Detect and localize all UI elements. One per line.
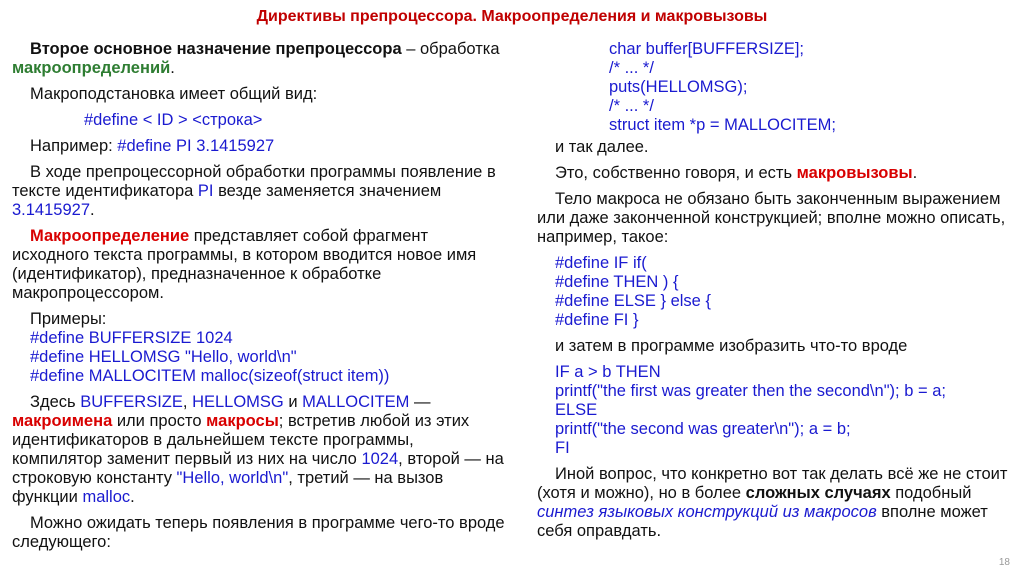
paragraph-and-so-on: и так далее. [555,138,649,156]
text: Иной вопрос, что конкретно вот так делать всё же не стоит (хотя и можно), но в более [537,465,1008,502]
paragraph-replacement [12,163,507,220]
code-line: #define FI } [555,311,639,329]
text: вполне может себя оправдать. [537,503,988,540]
example-label: Например: [30,137,118,155]
text: . [130,488,135,506]
paragraph-examples [12,310,507,386]
code-line: #define MALLOCITEM malloc(sizeof(struct item)) [30,367,390,385]
code-line: #define BUFFERSIZE 1024 [30,329,233,347]
text: , второй — на строковую константу [12,450,504,487]
paragraph-purpose [12,40,507,78]
code-line: printf("the first was greater then the second\n"); b = a; [555,382,946,400]
text: Это, собственно говоря, и есть [555,164,797,182]
text: и [283,393,303,411]
code-line: puts(HELLOMSG); [609,78,748,96]
identifier-hellomsg: HELLOMSG [192,393,284,411]
code-line: #define IF if( [555,254,647,272]
paragraph-macrodefinition [12,227,507,303]
term-macrodefinitions: макроопределений [12,59,171,77]
example-define-pi: #define PI 3.1415927 [117,137,275,155]
paragraph-then-in-program: и затем в программе изобразить что-то вроде [555,337,908,355]
purpose-end: . [170,59,175,77]
text: , третий — на вызов функции [12,469,444,506]
purpose-bold: Второе основное назначение препроцессора [30,40,402,58]
paragraph-general-form: Макроподстановка имеет общий вид: [30,85,318,103]
term-macronames: макроимена [12,412,113,430]
term-complex-cases: сложных случаях [745,484,891,502]
purpose-text: – обработка [401,40,500,58]
right-column [537,40,1012,548]
paragraph-macro-body: Тело макроса не обязано быть законченным выражением или даже законченной конструкцией; вполне можно описать, например, такое: [537,190,1006,246]
code-line: #define HELLOMSG "Hello, world\n" [30,348,297,366]
code-line: FI [555,439,570,457]
paragraph-expect: Можно ожидать теперь появления в программе чего-то вроде следующего: [12,514,505,551]
paragraph-macrocalls [537,164,1012,183]
code-block-usage [537,40,1012,135]
value-hello-world: "Hello, world\n" [176,469,289,487]
code-line: char buffer[BUFFERSIZE]; [609,40,805,58]
code-line: printf("the second was greater\n"); a = b; [555,420,851,438]
code-line: #define ELSE } else { [555,292,711,310]
term-synthesis: синтез языковых конструкций из макросов [537,503,877,521]
code-line: ELSE [555,401,598,419]
code-line: /* ... */ [609,97,654,115]
define-syntax: #define < ID > <строка> [84,111,263,129]
text: , [182,393,193,411]
code-line: #define THEN ) { [555,273,679,291]
code-line: /* ... */ [609,59,654,77]
page-number: 18 [998,557,1010,568]
identifier-buffersize: BUFFERSIZE [80,393,183,411]
left-column [12,40,507,559]
code-line: IF a > b THEN [555,363,661,381]
paragraph-example [12,137,507,156]
term-macrocalls: макровызовы [796,164,913,182]
text: ; встретив любой из этих идентификаторов в дальнейшем тексте программы, компилятор заменит первый из них на число [12,412,470,468]
replacement-text-b: везде заменяется значением [213,182,442,200]
code-block-defines [537,254,1012,330]
text: или просто [112,412,207,430]
value-pi: 3.1415927 [12,201,90,219]
replacement-text-c: . [90,201,95,219]
term-macrodefinition: Макроопределение [30,227,190,245]
replacement-text-a: В ходе препроцессорной обработки программы появление в тексте идентификатора [12,163,496,200]
text: Здесь [30,393,81,411]
paragraph-macro-names [12,393,507,507]
text: подобный [890,484,972,502]
examples-label: Примеры: [30,310,107,328]
identifier-pi: PI [197,182,214,200]
slide-title: Директивы препроцессора. Макроопределения и макровызовы [256,8,768,25]
text: . [912,164,918,182]
value-1024: 1024 [361,450,399,468]
macrodefinition-text: представляет собой фрагмент исходного текста программы, в котором вводится новое имя (идентификатор), предназначенное к обработке макропроцессором. [12,227,477,302]
text: — [409,393,431,411]
paragraph-other-question [537,465,1012,541]
term-macros: макросы [206,412,279,430]
code-line: struct item *p = MALLOCITEM; [609,116,836,134]
code-block-if [537,363,1012,458]
function-malloc: malloc [82,488,131,506]
identifier-mallocitem: MALLOCITEM [302,393,410,411]
